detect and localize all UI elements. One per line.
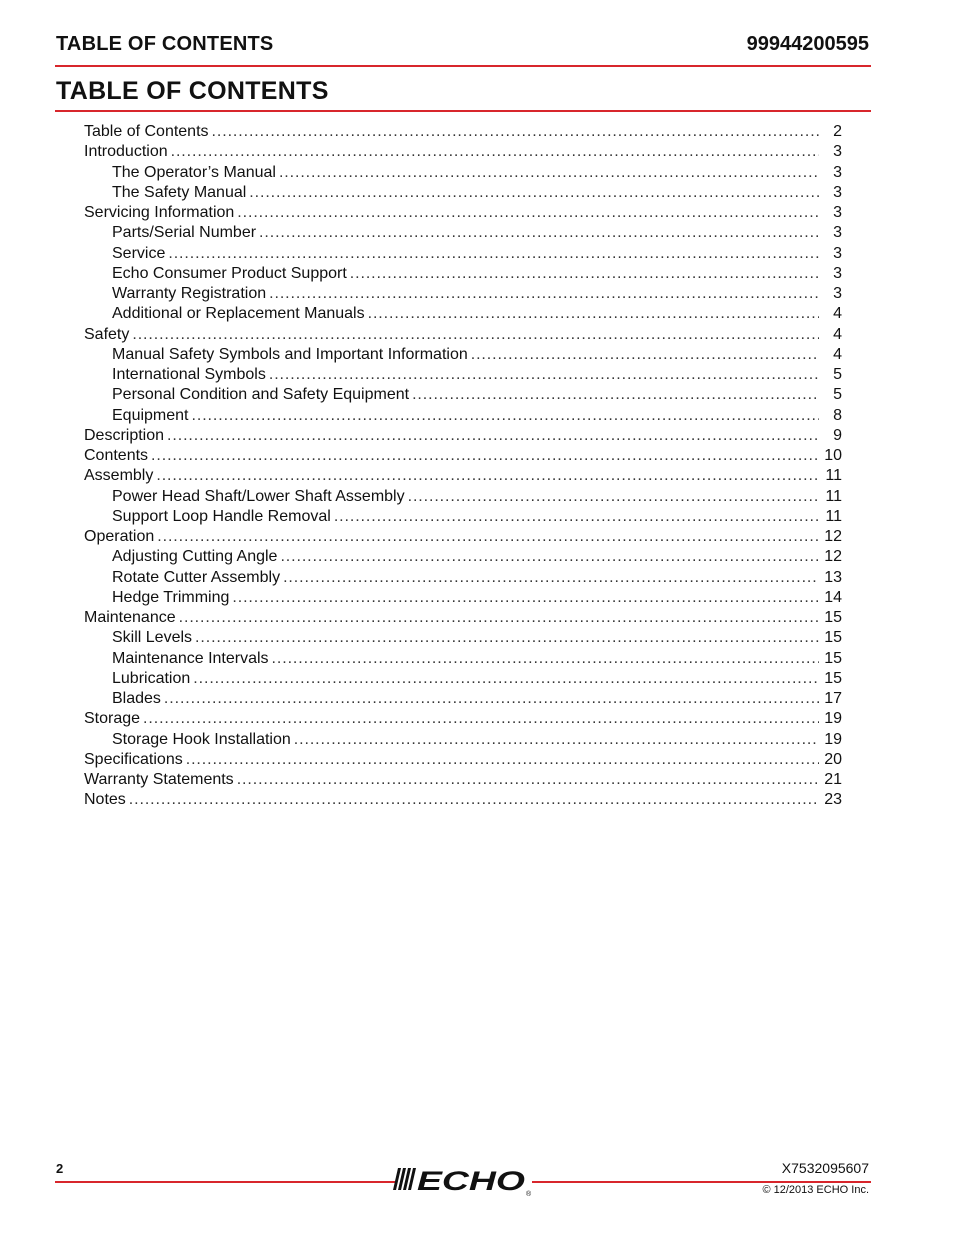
toc-entry-page: 20 bbox=[824, 750, 842, 768]
toc-entry[interactable] bbox=[84, 385, 842, 405]
toc-entry[interactable] bbox=[84, 406, 842, 426]
toc-entry-page: 3 bbox=[833, 264, 842, 282]
toc-entry-page: 14 bbox=[824, 588, 842, 606]
toc-entry[interactable] bbox=[84, 122, 842, 142]
toc-dot-leader bbox=[212, 122, 819, 142]
toc-entry-label: Maintenance Intervals bbox=[112, 649, 269, 667]
toc-entry-label: Additional or Replacement Manuals bbox=[112, 305, 365, 323]
toc-dot-leader bbox=[294, 730, 819, 750]
toc-entry-page: 12 bbox=[824, 548, 842, 566]
toc-entry-label: Assembly bbox=[84, 467, 154, 485]
toc-entry[interactable] bbox=[84, 568, 842, 588]
toc-entry-page: 19 bbox=[824, 710, 842, 728]
toc-entry[interactable] bbox=[84, 446, 842, 466]
toc-dot-leader bbox=[132, 325, 819, 345]
toc-entry-label: Echo Consumer Product Support bbox=[112, 264, 347, 282]
toc-dot-leader bbox=[237, 203, 819, 223]
table-of-contents bbox=[84, 122, 842, 811]
echo-logo-text: ECHO bbox=[417, 1166, 525, 1196]
toc-entry[interactable] bbox=[84, 487, 842, 507]
toc-entry-label: Manual Safety Symbols and Important Information bbox=[112, 345, 468, 363]
toc-entry-page: 23 bbox=[824, 791, 842, 809]
toc-dot-leader bbox=[193, 669, 819, 689]
toc-entry-page: 5 bbox=[833, 366, 842, 383]
toc-entry-label: Table of Contents bbox=[84, 123, 209, 140]
toc-entry-label: Storage bbox=[84, 710, 141, 728]
toc-entry[interactable] bbox=[84, 183, 842, 203]
toc-entry-label: Service bbox=[112, 244, 166, 262]
toc-entry-page: 11 bbox=[825, 467, 842, 485]
toc-entry-page: 4 bbox=[833, 305, 842, 323]
toc-entry-label: Introduction bbox=[84, 143, 168, 161]
toc-dot-leader bbox=[471, 345, 819, 365]
toc-entry-label: Maintenance bbox=[84, 609, 176, 626]
toc-entry-page: 17 bbox=[824, 690, 842, 707]
toc-dot-leader bbox=[195, 628, 819, 648]
toc-entry[interactable] bbox=[84, 264, 842, 284]
toc-entry-page: 15 bbox=[824, 669, 842, 687]
toc-entry-page: 5 bbox=[833, 386, 842, 404]
toc-dot-leader bbox=[167, 426, 819, 446]
toc-entry-label: Warranty Statements bbox=[84, 771, 234, 788]
toc-dot-leader bbox=[350, 264, 819, 284]
toc-entry-label: Storage Hook Installation bbox=[112, 730, 291, 748]
toc-entry-page: 15 bbox=[824, 649, 842, 667]
toc-entry-page: 9 bbox=[833, 426, 842, 444]
toc-entry-label: Warranty Registration bbox=[112, 285, 267, 302]
toc-entry-page: 10 bbox=[824, 447, 842, 464]
toc-entry-label: Blades bbox=[112, 690, 161, 707]
toc-entry-label: Support Loop Handle Removal bbox=[112, 507, 331, 525]
toc-entry-page: 3 bbox=[833, 143, 842, 161]
toc-dot-leader bbox=[179, 608, 819, 628]
toc-dot-leader bbox=[368, 304, 819, 324]
toc-entry-label: Equipment bbox=[112, 406, 189, 424]
toc-entry-label: Personal Condition and Safety Equipment bbox=[112, 386, 410, 404]
copyright: © 12/2013 ECHO Inc. bbox=[762, 1184, 869, 1196]
document-code: X7532095607 bbox=[781, 1160, 869, 1176]
toc-entry-page: 8 bbox=[833, 406, 842, 424]
echo-logo bbox=[392, 1166, 534, 1198]
toc-dot-leader bbox=[272, 649, 819, 669]
toc-entry-label: Rotate Cutter Assembly bbox=[112, 568, 281, 586]
toc-entry-page: 3 bbox=[833, 244, 842, 262]
toc-entry-page: 15 bbox=[824, 609, 842, 626]
toc-dot-leader bbox=[171, 142, 819, 162]
toc-dot-leader bbox=[249, 183, 819, 203]
toc-entry-page: 13 bbox=[824, 568, 842, 586]
toc-entry[interactable] bbox=[84, 790, 842, 810]
toc-entry[interactable] bbox=[84, 608, 842, 628]
header-divider bbox=[55, 65, 871, 67]
toc-dot-leader bbox=[269, 365, 819, 385]
toc-dot-leader bbox=[164, 689, 819, 709]
toc-dot-leader bbox=[279, 163, 819, 183]
toc-entry[interactable] bbox=[84, 426, 842, 446]
toc-entry-page: 11 bbox=[825, 487, 842, 505]
toc-dot-leader bbox=[259, 223, 819, 243]
running-header-title: TABLE OF CONTENTS bbox=[56, 33, 274, 55]
toc-entry-page: 19 bbox=[824, 730, 842, 748]
toc-entry[interactable] bbox=[84, 507, 842, 527]
toc-entry[interactable] bbox=[84, 730, 842, 750]
toc-entry-page: 3 bbox=[833, 204, 842, 221]
toc-entry-page: 3 bbox=[833, 183, 842, 201]
toc-entry[interactable] bbox=[84, 203, 842, 223]
toc-entry-page: 12 bbox=[824, 528, 842, 545]
toc-entry-page: 15 bbox=[824, 629, 842, 647]
toc-entry[interactable] bbox=[84, 547, 842, 567]
toc-entry[interactable] bbox=[84, 770, 842, 790]
footer-divider-left bbox=[55, 1181, 395, 1183]
toc-entry[interactable] bbox=[84, 689, 842, 709]
toc-entry-page: 2 bbox=[833, 123, 842, 140]
toc-dot-leader bbox=[283, 568, 819, 588]
toc-dot-leader bbox=[412, 385, 819, 405]
toc-entry-page: 21 bbox=[824, 771, 842, 788]
toc-dot-leader bbox=[186, 750, 819, 770]
toc-entry-label: Contents bbox=[84, 447, 149, 464]
footer-divider-right bbox=[532, 1181, 871, 1183]
toc-entry[interactable] bbox=[84, 466, 842, 486]
toc-entry-label: The Safety Manual bbox=[112, 183, 247, 201]
toc-dot-leader bbox=[151, 446, 819, 466]
toc-entry[interactable] bbox=[84, 345, 842, 365]
toc-dot-leader bbox=[129, 790, 819, 810]
toc-entry[interactable] bbox=[84, 588, 842, 608]
toc-dot-leader bbox=[334, 507, 819, 527]
toc-entry-page: 11 bbox=[825, 507, 842, 525]
toc-dot-leader bbox=[408, 487, 819, 507]
toc-entry[interactable] bbox=[84, 709, 842, 729]
toc-entry-label: Hedge Trimming bbox=[112, 588, 230, 606]
running-header-part-number: 99944200595 bbox=[746, 33, 869, 55]
toc-entry-label: Lubrication bbox=[112, 669, 191, 687]
svg-text:®: ® bbox=[526, 1191, 532, 1198]
toc-dot-leader bbox=[269, 284, 819, 304]
toc-entry[interactable] bbox=[84, 244, 842, 264]
toc-entry-label: Operation bbox=[84, 528, 155, 545]
toc-entry[interactable] bbox=[84, 750, 842, 770]
toc-dot-leader bbox=[143, 709, 819, 729]
toc-entry[interactable] bbox=[84, 304, 842, 324]
toc-entry[interactable] bbox=[84, 365, 842, 385]
toc-entry[interactable] bbox=[84, 284, 842, 304]
toc-dot-leader bbox=[232, 588, 819, 608]
toc-entry-label: Servicing Information bbox=[84, 204, 235, 221]
toc-entry-page: 4 bbox=[833, 345, 842, 363]
toc-entry[interactable] bbox=[84, 142, 842, 162]
toc-entry[interactable] bbox=[84, 223, 842, 243]
toc-entry-label: Skill Levels bbox=[112, 629, 193, 647]
title-divider bbox=[55, 110, 871, 112]
toc-entry-page: 3 bbox=[833, 285, 842, 302]
toc-dot-leader bbox=[168, 244, 819, 264]
toc-dot-leader bbox=[280, 547, 819, 567]
toc-entry-label: Safety bbox=[84, 325, 130, 343]
toc-entry[interactable] bbox=[84, 163, 842, 183]
toc-entry-page: 3 bbox=[833, 224, 842, 242]
toc-entry-label: Adjusting Cutting Angle bbox=[112, 548, 278, 566]
toc-entry-label: Specifications bbox=[84, 750, 183, 768]
toc-dot-leader bbox=[156, 466, 819, 486]
toc-entry[interactable] bbox=[84, 325, 842, 345]
page-number: 2 bbox=[56, 1161, 64, 1176]
toc-entry[interactable] bbox=[84, 649, 842, 669]
toc-entry-label: Power Head Shaft/Lower Shaft Assembly bbox=[112, 487, 405, 505]
toc-entry-label: Parts/Serial Number bbox=[112, 224, 257, 242]
toc-entry-label: International Symbols bbox=[112, 366, 266, 383]
toc-entry[interactable] bbox=[84, 669, 842, 689]
toc-dot-leader bbox=[237, 770, 819, 790]
toc-entry-label: Notes bbox=[84, 791, 126, 809]
toc-entry-page: 4 bbox=[833, 325, 842, 343]
toc-entry[interactable] bbox=[84, 628, 842, 648]
toc-entry-label: Description bbox=[84, 426, 165, 444]
toc-entry-page: 3 bbox=[833, 163, 842, 181]
toc-entry-label: The Operator’s Manual bbox=[112, 163, 276, 181]
page-title: TABLE OF CONTENTS bbox=[56, 77, 329, 105]
toc-dot-leader bbox=[157, 527, 819, 547]
toc-dot-leader bbox=[192, 406, 820, 426]
toc-entry[interactable] bbox=[84, 527, 842, 547]
